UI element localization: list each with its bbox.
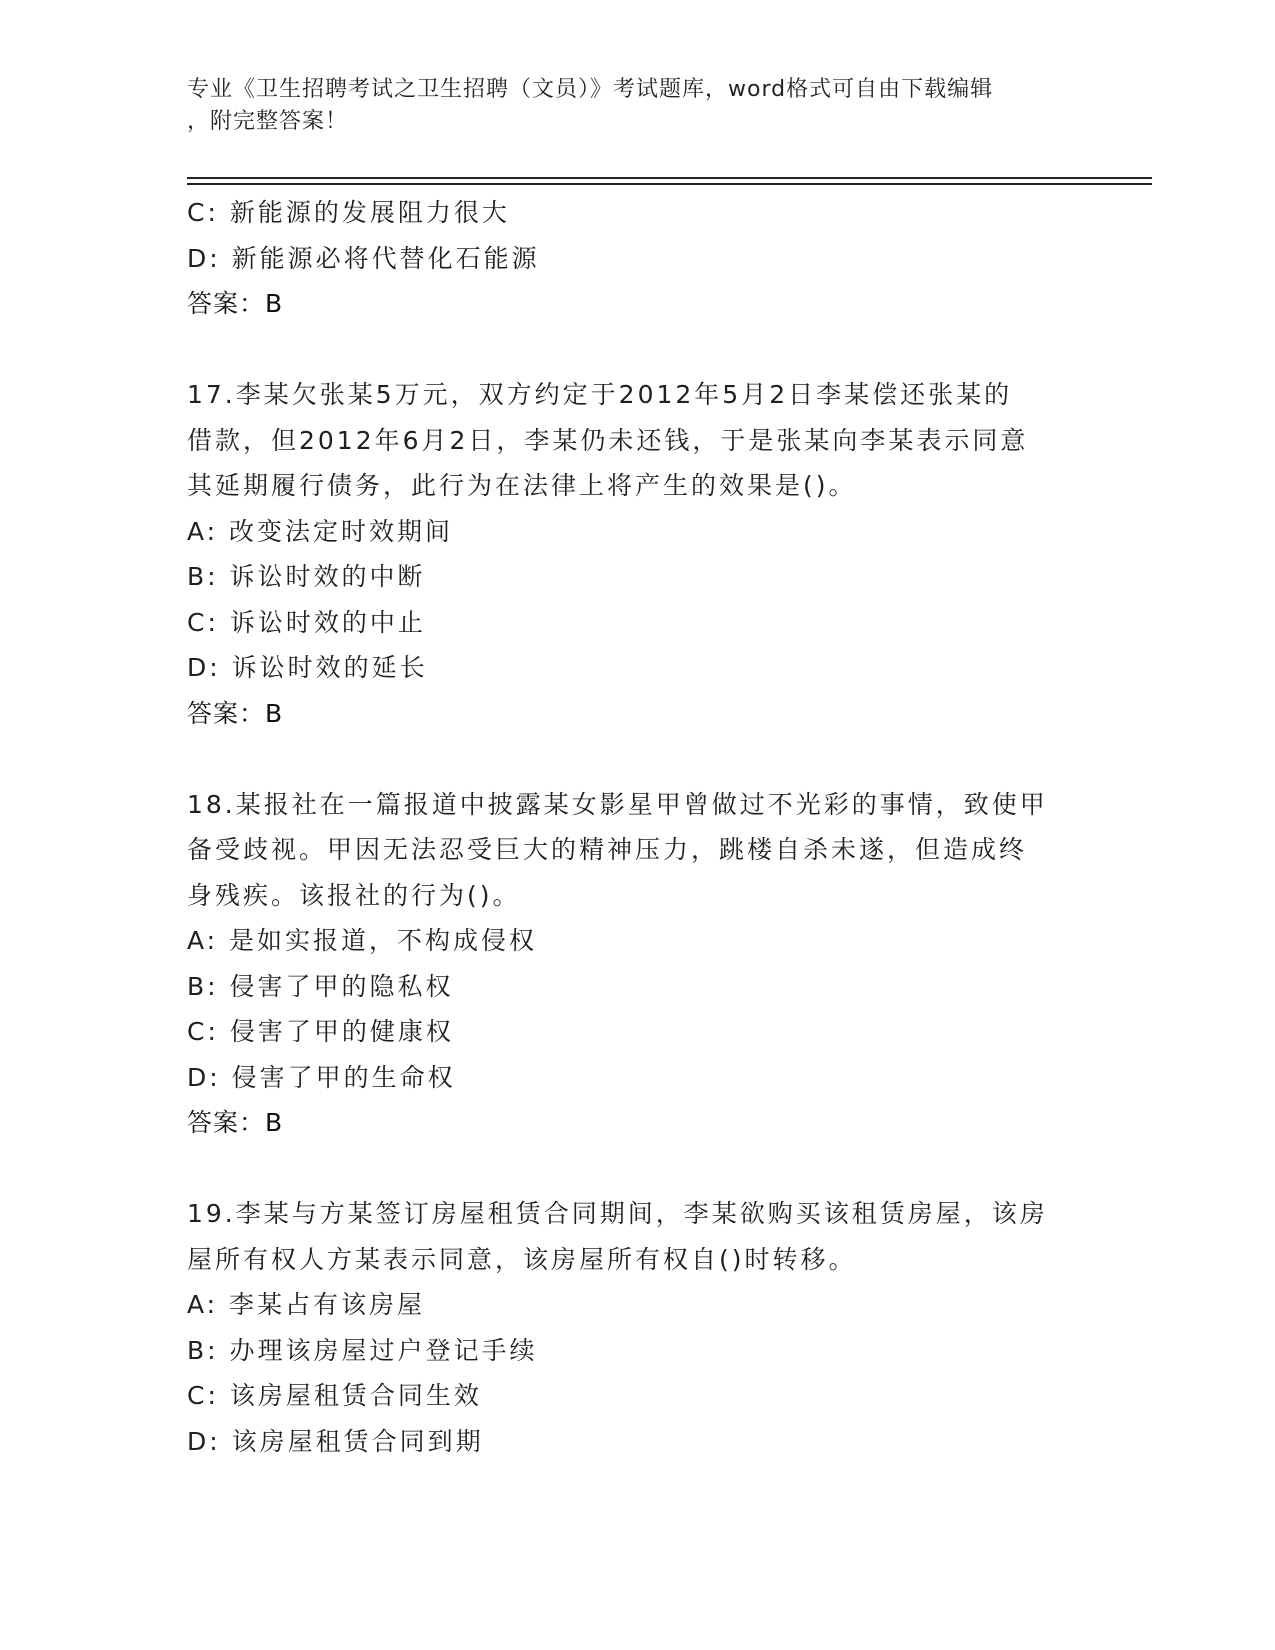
q19-text-line-2: 屋所有权人方某表示同意，该房屋所有权自()时转移。 — [187, 1244, 857, 1274]
header-line-2: ，附完整答案！ — [187, 109, 349, 134]
q19-text-line-1: 19.李某与方某签订房屋租赁合同期间，李某欲购买该租赁房屋，该房 — [187, 1199, 1048, 1228]
q18-option-c: C: 侵害了甲的健康权 — [187, 1017, 454, 1046]
q19-option-c: C: 该房屋租赁合同生效 — [187, 1381, 482, 1410]
q17-option-b: B: 诉讼时效的中断 — [187, 562, 426, 591]
q17-text-line-3: 其延期履行债务，此行为在法律上将产生的效果是()。 — [187, 471, 857, 500]
spacer — [187, 1146, 1087, 1192]
header-divider-top — [187, 177, 1152, 179]
question-16-tail — [187, 190, 1087, 327]
q16-option-d: D: 新能源必将代替化石能源 — [187, 243, 540, 273]
q17-answer: 答案：B — [187, 698, 284, 728]
spacer — [187, 327, 1087, 373]
q17-option-a: A: 改变法定时效期间 — [187, 516, 454, 546]
q19-option-a: A: 李某占有该房屋 — [187, 1290, 426, 1319]
question-18 — [187, 782, 1087, 1146]
q17-option-c: C: 诉讼时效的中止 — [187, 607, 426, 637]
question-content — [187, 190, 1087, 1464]
q18-answer: 答案：B — [187, 1108, 284, 1137]
q17-option-d: D: 诉讼时效的延长 — [187, 653, 428, 682]
q19-option-d: D: 该房屋租赁合同到期 — [187, 1426, 484, 1456]
q18-option-b: B: 侵害了甲的隐私权 — [187, 971, 454, 1001]
header-line-1: 专业《卫生招聘考试之卫生招聘（文员）》考试题库，word格式可自由下载编辑 — [187, 77, 994, 102]
q18-text-line-3: 身残疾。该报社的行为()。 — [187, 880, 521, 910]
header-divider-bottom — [187, 183, 1152, 185]
q19-option-b: B: 办理该房屋过户登记手续 — [187, 1335, 538, 1365]
q18-text-line-1: 18.某报社在一篇报道中披露某女影星甲曾做过不光彩的事情，致使甲 — [187, 789, 1048, 819]
q17-text-line-1: 17.李某欠张某5万元，双方约定于2012年5月2日李某偿还张某的 — [187, 380, 1013, 409]
q18-option-a: A: 是如实报道，不构成侵权 — [187, 926, 538, 955]
question-19 — [187, 1191, 1087, 1464]
q16-answer: 答案：B — [187, 289, 284, 318]
q17-text-line-2: 借款，但2012年6月2日，李某仍未还钱，于是张某向李某表示同意 — [187, 425, 1029, 455]
q18-option-d: D: 侵害了甲的生命权 — [187, 1062, 456, 1092]
question-17 — [187, 372, 1087, 736]
spacer — [187, 736, 1087, 782]
q16-option-c: C: 新能源的发展阻力很大 — [187, 198, 510, 227]
document-header — [187, 74, 1077, 138]
q18-text-line-2: 备受歧视。甲因无法忍受巨大的精神压力，跳楼自杀未遂，但造成终 — [187, 835, 1028, 864]
